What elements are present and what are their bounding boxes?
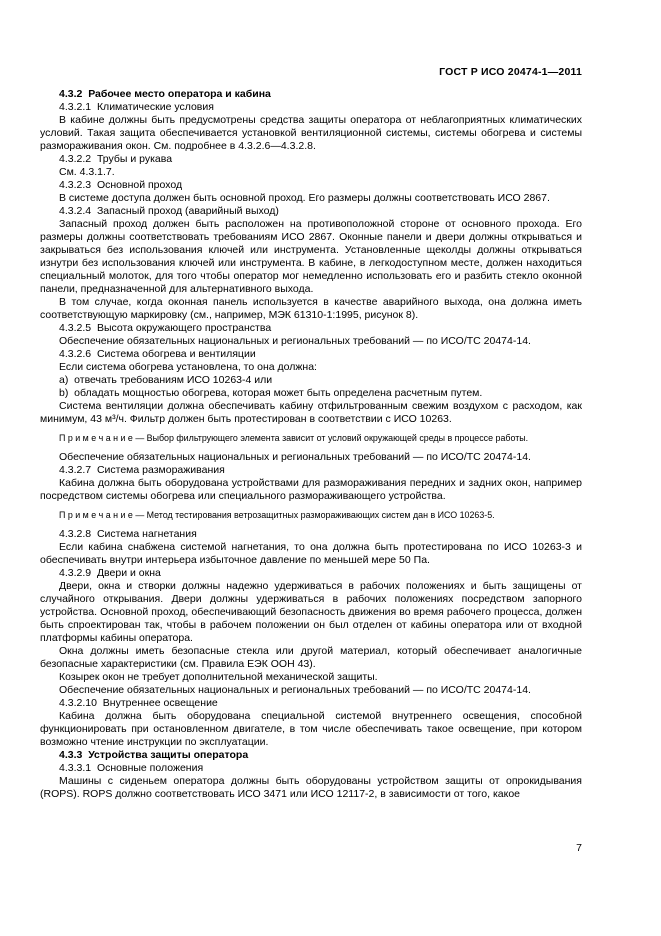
clause-heading: 4.3.2 Рабочее место оператора и кабина — [59, 88, 271, 100]
body-paragraph: Козырек окон не требует дополнительной механической защиты. — [59, 671, 378, 683]
body-paragraph: Обеспечение обязательных национальных и региональных требований — по ИСО/ТС 20474-14. — [59, 335, 531, 347]
clause-heading: 4.3.3 Устройства защиты оператора — [59, 749, 249, 761]
body-paragraph: В системе доступа должен быть основной проход. Его размеры должны соответствовать ИСО 2867. — [59, 192, 550, 204]
subclause-title: 4.3.2.8 Система нагнетания — [59, 528, 197, 540]
page-number: 7 — [576, 842, 582, 854]
body-paragraph: Двери, окна и створки должны надежно удерживаться в рабочих положениях и быть защищены от случайного открывания. Двери должны удерживаться в рабочих положениях посредством запорного устройства. Основной проход, обеспечивающий безопасность движения во время рабочего процесса, должен быть спроектирован так, чтобы в рабочем положении он был отделен от кабины оператора или от входной платформы кабины оператора. — [40, 580, 582, 644]
note-paragraph: П р и м е ч а н и е — Выбор фильтрующего элемента зависит от условий окружающей среды в процессе работы. — [59, 433, 529, 443]
body-paragraph: В том случае, когда оконная панель используется в качестве аварийного выхода, она должна иметь соответствующую маркировку (см., например, МЭК 61310-1:1995, рисунок 8). — [40, 296, 582, 321]
subclause-title: 4.3.2.6 Система обогрева и вентиляции — [59, 348, 256, 360]
body-paragraph: a) отвечать требованиям ИСО 10263-4 или — [59, 374, 273, 386]
body-paragraph: Окна должны иметь безопасные стекла или другой материал, который обеспечивает аналогичные безопасные характеристики (см. Правила ЕЭК ООН 43). — [40, 645, 582, 670]
body-paragraph: Обеспечение обязательных национальных и региональных требований — по ИСО/ТС 20474-14. — [59, 451, 531, 463]
subclause-title: 4.3.2.3 Основной проход — [59, 179, 183, 191]
body-paragraph: Запасный проход должен быть расположен на противоположной стороне от основного прохода. Его размеры должны соответствовать требованиям ИСО 2867. Оконные панели и двери должны открываться и закрываться без использования ключей или инструмента. Установленные щеколды должны открываться изнутри без использования ключей или инструмента. В кабине, в легкодоступном месте, должен находиться специальный молоток, для того чтобы оператор мог немедленно использовать его и разбить стекло оконной панели, предназначенной для альтернативного выхода. — [40, 218, 582, 295]
subclause-title: 4.3.2.5 Высота окружающего пространства — [59, 322, 272, 334]
body-paragraph: Если система обогрева установлена, то она должна: — [59, 361, 317, 373]
document-body — [40, 88, 582, 801]
body-paragraph: См. 4.3.1.7. — [59, 166, 115, 178]
subclause-title: 4.3.2.2 Трубы и рукава — [59, 153, 173, 165]
subclause-title: 4.3.2.9 Двери и окна — [59, 567, 161, 579]
subclause-title: 4.3.3.1 Основные положения — [59, 762, 204, 774]
body-paragraph: Кабина должна быть оборудована устройствами для размораживания передних и задних окон, например посредством системы обогрева или специального размораживающего устройства. — [40, 477, 582, 502]
running-header — [40, 66, 582, 78]
page-footer — [40, 842, 582, 854]
subclause-title: 4.3.2.4 Запасный проход (аварийный выход) — [59, 205, 279, 217]
subclause-title: 4.3.2.1 Климатические условия — [59, 101, 214, 113]
body-paragraph: b) обладать мощностью обогрева, которая может быть определена расчетным путем. — [59, 387, 483, 399]
note-paragraph: П р и м е ч а н и е — Метод тестирования ветрозащитных размораживающих систем дан в ИСО 10263-5. — [59, 510, 495, 520]
body-paragraph: Машины с сиденьем оператора должны быть оборудованы устройством защиты от опрокидывания (ROPS). ROPS должно соответствовать ИСО 3471 или ИСО 12117-2, в зависимости от того, какое — [40, 775, 582, 800]
body-paragraph: Система вентиляции должна обеспечивать кабину отфильтрованным свежим воздухом с расходом, как минимум, 43 м³/ч. Фильтр должен быть протестирован в соответствии с ИСО 10263. — [40, 400, 582, 425]
subclause-title: 4.3.2.7 Система размораживания — [59, 464, 225, 476]
body-paragraph: Кабина должна быть оборудована специальной системой внутреннего освещения, способной функционировать при остановленном двигателе, в том числе обеспечивать такое освещение, при котором возможно чтение инструкции по эксплуатации. — [40, 710, 582, 748]
body-paragraph: Обеспечение обязательных национальных и региональных требований — по ИСО/ТС 20474-14. — [59, 684, 531, 696]
standard-designation: ГОСТ Р ИСО 20474-1—2011 — [439, 66, 582, 78]
body-paragraph: В кабине должны быть предусмотрены средства защиты оператора от неблагоприятных климатических условий. Такая защита обеспечивается установкой вентиляционной системы, системы обогрева и системы размораживания окон. См. подробнее в 4.3.2.6—4.3.2.8. — [40, 114, 582, 152]
subclause-title: 4.3.2.10 Внутреннее освещение — [59, 697, 218, 709]
body-paragraph: Если кабина снабжена системой нагнетания, то она должна быть протестирована по ИСО 10263-3 и обеспечивать внутри интерьера избыточное давление по меньшей мере 50 Па. — [40, 541, 582, 566]
